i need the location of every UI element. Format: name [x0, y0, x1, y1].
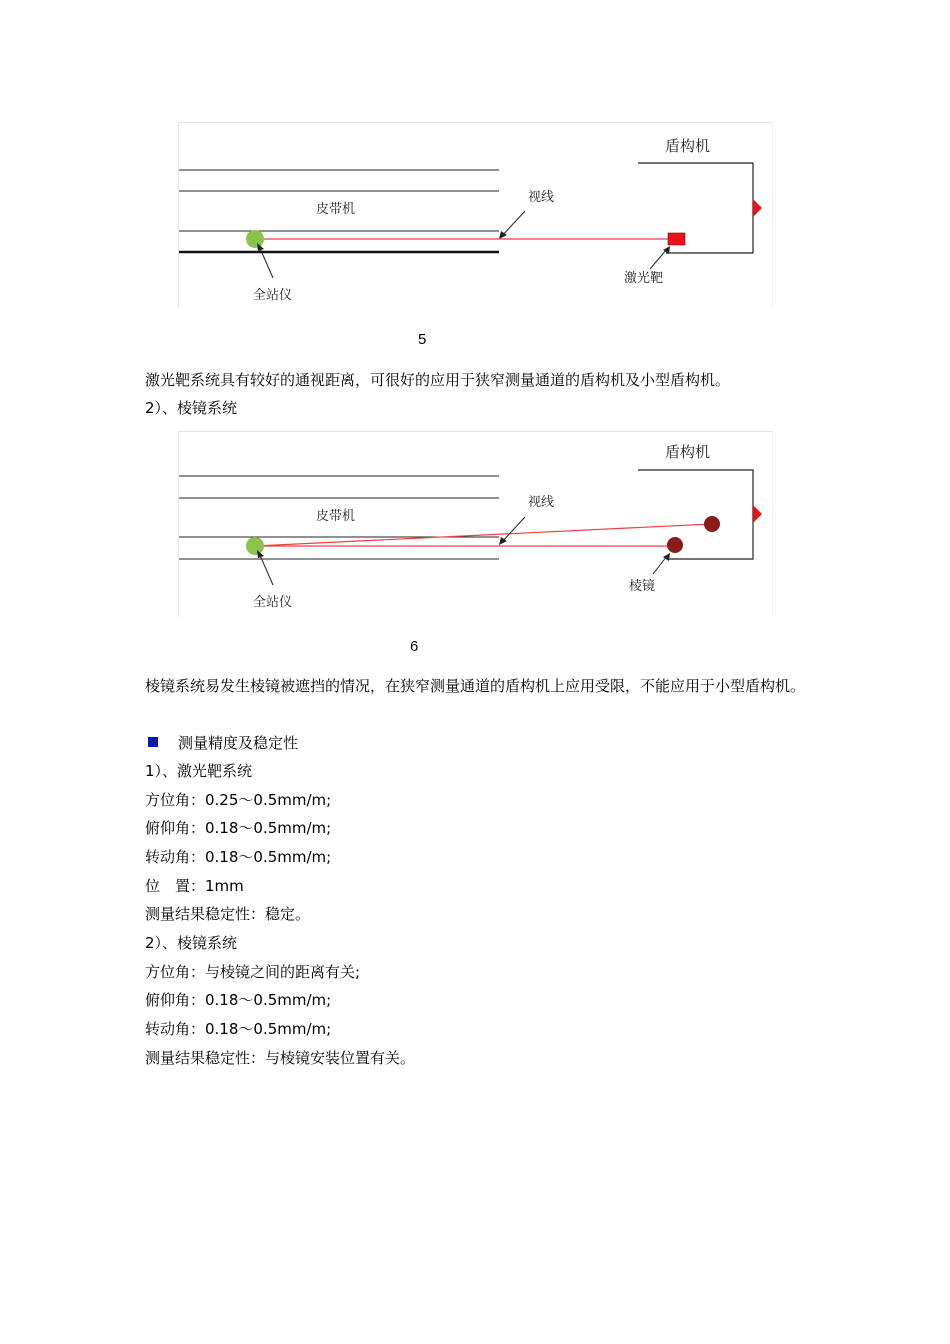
prism-diagram — [178, 431, 773, 617]
target-label: 激光靶 — [624, 271, 664, 286]
spec-item: 转动角：0.18～0.5mm/m; — [145, 1020, 332, 1038]
shield-head-marker — [753, 505, 762, 523]
prism-label: 棱镜 — [629, 579, 656, 594]
spec-item: 转动角：0.18～0.5mm/m; — [145, 848, 332, 866]
total-station-marker — [246, 230, 264, 248]
sight-label: 视线 — [528, 495, 555, 510]
section-title: 测量精度及稳定性 — [178, 734, 299, 752]
target-arrow — [650, 249, 667, 269]
laser-target-diagram — [178, 122, 773, 308]
station-arrow — [259, 553, 273, 585]
belt-label: 皮带机 — [316, 509, 356, 524]
total-station-marker — [246, 537, 264, 555]
spec-item: 测量结果稳定性：与棱镜安装位置有关。 — [145, 1049, 416, 1067]
station-label: 全站仪 — [253, 288, 293, 303]
sight-label: 视线 — [528, 190, 555, 205]
shield-head-marker — [753, 199, 762, 217]
sight-arrow — [501, 517, 525, 543]
paragraph: 棱镜系统易发生棱镜被遮挡的情况，在狭窄测量通道的盾构机上应用受限，不能应用于小型盾构机。 — [145, 677, 806, 695]
spec-item: 俯仰角：0.18～0.5mm/m; — [145, 819, 332, 837]
spec-item: 位 置：1mm — [145, 877, 244, 895]
figure-number: 6 — [410, 638, 419, 655]
figure-number: 5 — [418, 331, 427, 348]
spec-item: 方位角：与棱镜之间的距离有关; — [145, 963, 361, 981]
prism-marker — [667, 537, 683, 553]
shield-label: 盾构机 — [665, 443, 711, 461]
station-label: 全站仪 — [253, 595, 293, 610]
subsection-heading: 2）、棱镜系统 — [145, 399, 238, 417]
prism-arrow — [653, 556, 667, 574]
shield-label: 盾构机 — [665, 137, 711, 155]
prism-diagram-svg — [179, 432, 774, 618]
subsection-heading: 2）、棱镜系统 — [145, 934, 238, 952]
prism-marker — [704, 516, 720, 532]
laser-target-diagram-svg — [179, 123, 774, 309]
bullet-square-icon — [148, 737, 158, 747]
paragraph: 激光靶系统具有较好的通视距离，可很好的应用于狭窄测量通道的盾构机及小型盾构机。 — [145, 371, 731, 389]
belt-label: 皮带机 — [316, 202, 356, 217]
laser-target-marker — [668, 233, 685, 245]
spec-item: 方位角：0.25～0.5mm/m; — [145, 791, 332, 809]
spec-item: 测量结果稳定性：稳定。 — [145, 905, 311, 923]
spec-item: 俯仰角：0.18～0.5mm/m; — [145, 991, 332, 1009]
sight-arrow — [501, 211, 525, 237]
subsection-heading: 1）、激光靶系统 — [145, 762, 253, 780]
sight-line-upper — [255, 524, 712, 546]
